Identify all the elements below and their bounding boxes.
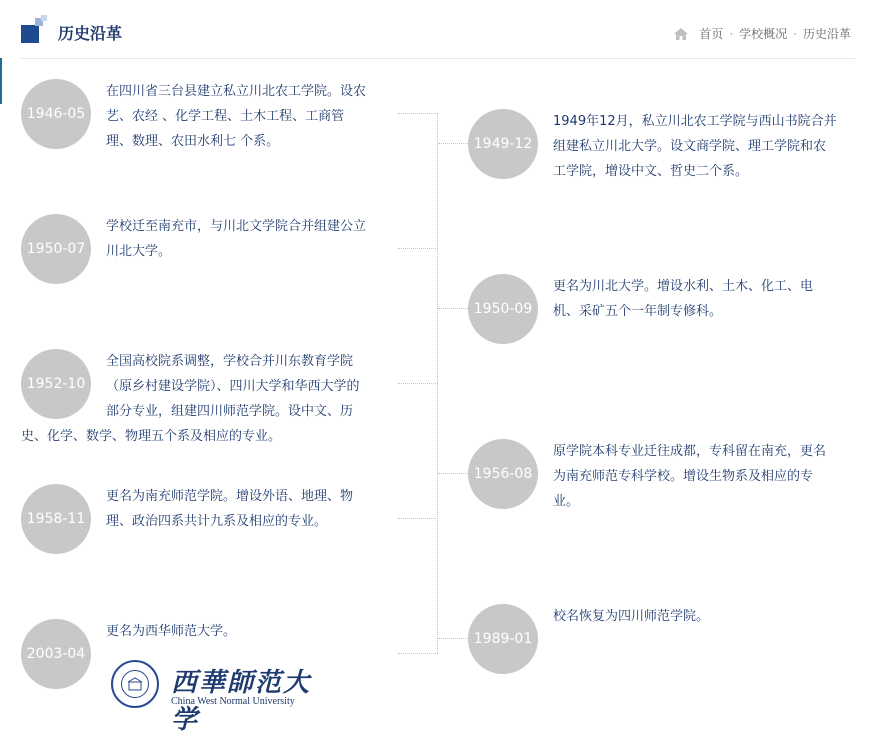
timeline-date-circle: 1949-12 — [468, 109, 538, 179]
breadcrumb-home[interactable]: 首页 — [699, 27, 724, 41]
timeline-event-text: 更名为西华师范大学。 — [106, 624, 237, 639]
home-icon[interactable] — [673, 27, 689, 41]
timeline-connector — [438, 143, 468, 144]
timeline-connector — [438, 638, 468, 639]
university-logo — [111, 660, 312, 735]
timeline-date-circle: 1952-10 — [21, 349, 91, 419]
header-divider — [21, 58, 855, 59]
timeline-date-circle: 1946-05 — [21, 79, 91, 149]
left-accent-bar — [0, 58, 2, 104]
timeline-connector — [398, 113, 438, 114]
timeline-event-text: 原学院本科专业迁往成都，专科留在南充，更名 为南充师范专科学校。增设生物系及相应的专 业。 — [553, 444, 827, 509]
timeline-event-text: 全国高校院系调整，学校合并川东教育学院 （原乡村建设学院）、四川大学和华西大学的 部分专业，组建四川师范学院。设中文、历 — [106, 354, 360, 419]
breadcrumb-school-overview[interactable]: 学校概况 — [739, 27, 788, 41]
breadcrumb-history[interactable]: 历史沿革 — [802, 27, 851, 41]
timeline-date-circle: 1956-08 — [468, 439, 538, 509]
timeline-date-circle: 1950-09 — [468, 274, 538, 344]
timeline-event-text-wrap: 史、化学、数学、物理五个系及相应的专业。 — [21, 429, 282, 444]
timeline-date-circle: 1950-07 — [21, 214, 91, 284]
timeline-connector — [438, 473, 468, 474]
timeline-event-text: 在四川省三台县建立私立川北农工学院。设农 艺、农经 、化学工程、土木工程、工商管 理、数理、农田水利七 个系。 — [106, 84, 367, 149]
header — [0, 0, 870, 60]
timeline-connector — [398, 653, 438, 654]
university-seal-icon — [111, 660, 159, 708]
timeline-date-circle: 1958-11 — [21, 484, 91, 554]
timeline-connector — [398, 383, 438, 384]
breadcrumb — [673, 25, 851, 42]
breadcrumb-separator: · — [793, 26, 797, 41]
page-title: 历史沿革 — [58, 24, 123, 43]
timeline-date-circle: 1989-01 — [468, 604, 538, 674]
timeline-event-text: 学校迁至南充市，与川北文学院合并组建公立 川北大学。 — [106, 219, 367, 259]
timeline-event-text: 更名为南充师范学院。增设外语、地理、物 理、政治四系共计九系及相应的专业。 — [106, 489, 354, 529]
university-name-en: China West Normal University — [171, 696, 295, 707]
timeline-event-text: 更名为川北大学。增设水利、土木、化工、电 机、采矿五个一年制专修科。 — [553, 279, 814, 319]
timeline-connector — [398, 518, 438, 519]
timeline-connector — [398, 248, 438, 249]
section-logo-icon — [21, 15, 48, 45]
breadcrumb-separator: · — [729, 26, 734, 41]
timeline-date-circle: 2003-04 — [21, 619, 91, 689]
timeline-connector — [438, 308, 468, 309]
university-name-cn: 西華師范大学 — [171, 668, 312, 735]
timeline-event-text: 1949年12月，私立川北农工学院与西山书院合并 组建私立川北大学。设文商学院、理工学院和农 工学院，增设中文、哲史二个系。 — [553, 114, 837, 179]
timeline-event-text: 校名恢复为四川师范学院。 — [553, 609, 710, 624]
